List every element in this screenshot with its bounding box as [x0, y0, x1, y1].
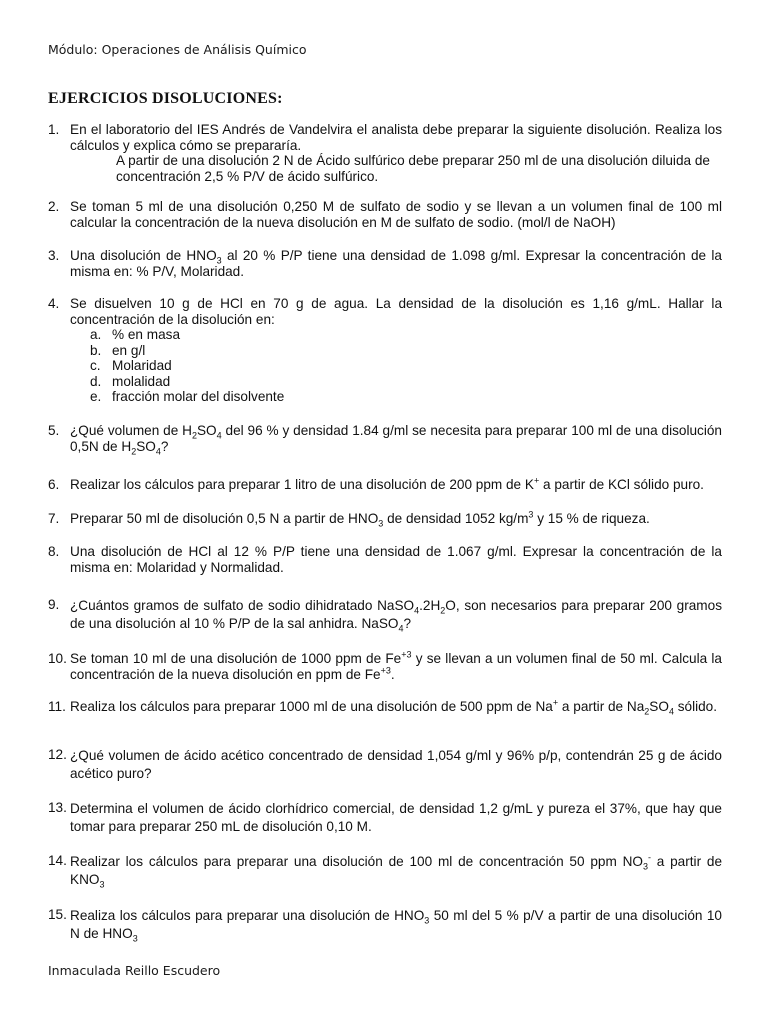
exercise-number: 4.	[48, 296, 60, 311]
exercise-15	[48, 907, 722, 943]
sub-question: d. molalidad	[90, 373, 171, 389]
page-footer: Inmaculada Reillo Escudero	[48, 963, 221, 978]
exercise-number: 15.	[48, 907, 67, 922]
exercise-number: 10.	[48, 651, 67, 666]
sub-question: a. % en masa	[90, 327, 181, 342]
exercise-number: 14.	[48, 853, 67, 868]
exercise-number: 2.	[48, 199, 60, 214]
exercise-12	[48, 747, 722, 783]
exercise-9	[48, 597, 722, 633]
exercise-number: 9.	[48, 597, 60, 612]
sub-question: e. fracción molar del disolvente	[90, 389, 285, 404]
exercise-number: 12.	[48, 747, 67, 762]
exercise-text: Se disuelven 10 g de HCl en 70 g de agua. La densidad de la disolución es 1,16 g/mL. Hallar la concentración de la disolución en:	[70, 296, 722, 327]
exercise-4	[48, 296, 722, 405]
page-title: EJERCICIOS DISOLUCIONES:	[48, 90, 283, 107]
exercise-10	[48, 651, 722, 682]
exercise-11	[48, 699, 722, 715]
exercise-text: Realiza los cálculos para preparar una disolución de $HNO_3$ 50 ml del 5 % p/V a partir de una disolución 10 N de $HNO_3$	[70, 908, 722, 944]
exercise-3	[48, 248, 722, 279]
exercise-statement: A partir de una disolución 2 N de Ácido sulfúrico debe preparar 250 ml de una disolución diluida de concentración 2,5 % P/V de ácido sulfúrico.	[116, 153, 710, 184]
exercise-text: Determina el volumen de ácido clorhídrico comercial, de densidad 1,2 g/mL y pureza el 37%, que hay que tomar para preparar 250 mL de disolución 0,10 M.	[70, 801, 722, 834]
exercise-7	[48, 511, 722, 527]
exercise-text: Se toman 5 ml de una disolución 0,250 M de sulfato de sodio y se llevan a un volumen final de 100 ml calcular la concentración de la nueva disolución en M de sulfato de sodio. (mol/l de NaOH)	[70, 199, 722, 230]
exercise-text: Realizar los cálculos para preparar 1 litro de una disolución de 200 ppm de K+ a partir de KCl sólido puro.	[70, 475, 704, 492]
exercise-number: 5.	[48, 423, 60, 438]
exercise-number: 1.	[48, 122, 60, 137]
exercise-1	[48, 122, 722, 184]
exercise-text: Una disolución de HCl al 12 % P/P tiene una densidad de 1.067 g/ml. Expresar la concentración de la misma en: Molaridad y Normalidad.	[70, 544, 722, 575]
exercise-8	[48, 544, 722, 575]
exercise-text: Realiza los cálculos para preparar 1000 ml de una disolución de 500 ppm de Na+ a partir de $Na_2SO_4$ sólido.	[70, 697, 718, 717]
exercise-6	[48, 477, 722, 493]
page-header: Módulo: Operaciones de Análisis Químico	[48, 42, 307, 57]
exercise-text: Una disolución de $HNO_3$ al 20 % P/P tiene una densidad de 1.098 g/ml. Expresar la concentración de la misma en: % P/V, Molaridad.	[70, 248, 722, 279]
exercise-text: ¿Cuántos gramos de sulfato de sodio dihidratado $NaSO_4.2H_2O$, son necesarios para preparar 200 gramos de una disolución al 10 % P/P de la sal anhidra. NaSO$_4$?	[70, 598, 722, 634]
exercise-2	[48, 199, 722, 230]
sub-question: c. Molaridad	[90, 358, 172, 373]
exercise-text: Realizar los cálculos para preparar una disolución de 100 ml de concentración 50 ppm $NO_3^-$ a partir de $KNO_3$	[70, 852, 722, 890]
exercise-text: ¿Qué volumen de $H_2SO_4$ del 96 % y densidad 1.84 g/ml se necesita para preparar 100 ml de una disolución 0,5N de $H_2SO_4$?	[70, 423, 722, 457]
exercise-number: 7.	[48, 511, 60, 526]
exercise-5	[48, 423, 722, 457]
exercise-number: 6.	[48, 477, 60, 492]
exercise-text: En el laboratorio del IES Andrés de Vandelvira el analista debe preparar la siguiente disolución. Realiza los cálculos y explica cómo se prepararía.	[70, 122, 722, 153]
exercise-text: ¿Qué volumen de ácido acético concentrado de densidad 1,054 g/ml y 96% p/p, contendrán 25 g de ácido acético puro?	[70, 748, 722, 781]
exercise-text: Se toman 10 ml de una disolución de 1000 ppm de $Fe^{+3}$ y se llevan a un volumen final de 50 ml. Calcula la concentración de la nueva disolución en ppm de $Fe^{+3}$.	[70, 649, 722, 682]
exercise-text: Preparar 50 ml de disolución 0,5 N a partir de $HNO_3$ de densidad 1052 $kg/m^3$ y 15 % de riqueza.	[70, 509, 650, 529]
exercise-number: 3.	[48, 248, 60, 263]
exercise-number: 13.	[48, 800, 67, 815]
exercise-number: 8.	[48, 544, 60, 559]
sub-question-list	[70, 327, 722, 405]
exercise-number: 11.	[48, 699, 66, 714]
sub-question: b. en g/l	[90, 342, 146, 358]
exercise-13	[48, 800, 722, 836]
exercise-14	[48, 853, 722, 889]
